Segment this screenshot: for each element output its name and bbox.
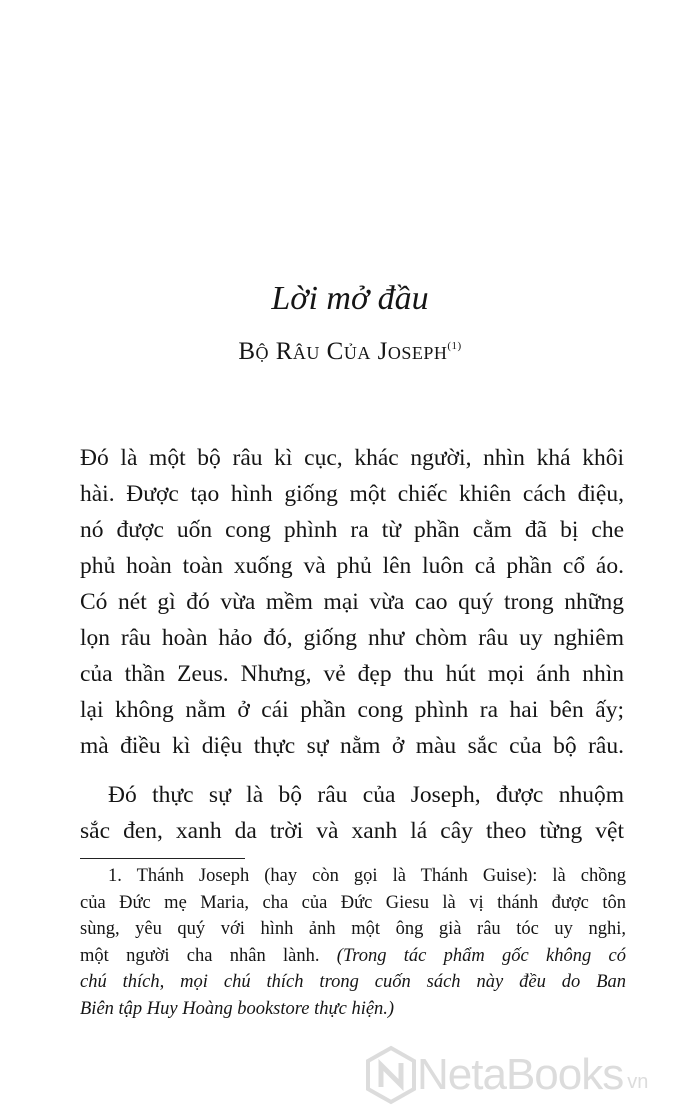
footnote-line: sùng, yêu quý với hình ảnh một ông già râu tóc uy nghi, — [80, 919, 626, 940]
body-line: mà điều kì diệu thực sự nằm ở màu sắc của bộ râu. — [80, 733, 624, 759]
body-line: lọn râu hoàn hảo đó, giống như chòm râu uy nghiêm — [80, 625, 624, 651]
footnote-line — [80, 943, 626, 970]
body-line: nó được uốn cong phình ra từ phần cằm đã bị che — [80, 517, 624, 543]
watermark-name: NetaBooks — [417, 1050, 624, 1099]
footnote-divider — [80, 858, 245, 859]
body-line: phủ hoàn toàn xuống và phủ lên luôn cả phần cổ áo. — [80, 553, 624, 579]
hexagon-n-logo-icon — [365, 1045, 417, 1105]
body-text — [80, 440, 624, 849]
body-line: Có nét gì đó vừa mềm mại vừa cao quý trong những — [80, 589, 624, 615]
footnote-note: (Trong tác phẩm gốc không có — [336, 945, 626, 966]
body-line: lại không nằm ở cái phần cong phình ra hai bên ấy; — [80, 697, 624, 723]
footnote-ref[interactable]: (1) — [447, 340, 462, 352]
body-line: Đó là một bộ râu kì cục, khác người, nhìn khá khôi — [80, 445, 624, 471]
watermark-tld: vn — [627, 1070, 649, 1093]
body-line: Đó thực sự là bộ râu của Joseph, được nhuộm — [108, 782, 624, 808]
chapter-subtitle — [0, 338, 700, 366]
watermark — [365, 1045, 648, 1105]
footnote-line: 1. Thánh Joseph (hay còn gọi là Thánh Guise): là chồng — [108, 866, 626, 886]
body-line: của thần Zeus. Nhưng, vẻ đẹp thu hút mọi ánh nhìn — [80, 661, 624, 687]
footnote-line: Biên tập Huy Hoàng bookstore thực hiện.) — [80, 998, 395, 1019]
footnote-line: chú thích, mọi chú thích trong cuốn sách này đều do Ban — [80, 972, 626, 993]
footnote-line: của Đức mẹ Maria, cha của Đức Giesu là vị thánh được tôn — [80, 892, 626, 913]
body-line: hài. Được tạo hình giống một chiếc khiên cách điệu, — [80, 481, 624, 507]
chapter-title: Lời mở đầu — [271, 280, 429, 317]
footnote — [80, 863, 626, 1023]
body-line: sắc đen, xanh da trời và xanh lá cây theo từng vệt — [80, 818, 624, 844]
subtitle-text: Bộ Râu Của Joseph — [238, 338, 448, 365]
footnote-text: một người cha nhân lành. — [80, 945, 337, 966]
